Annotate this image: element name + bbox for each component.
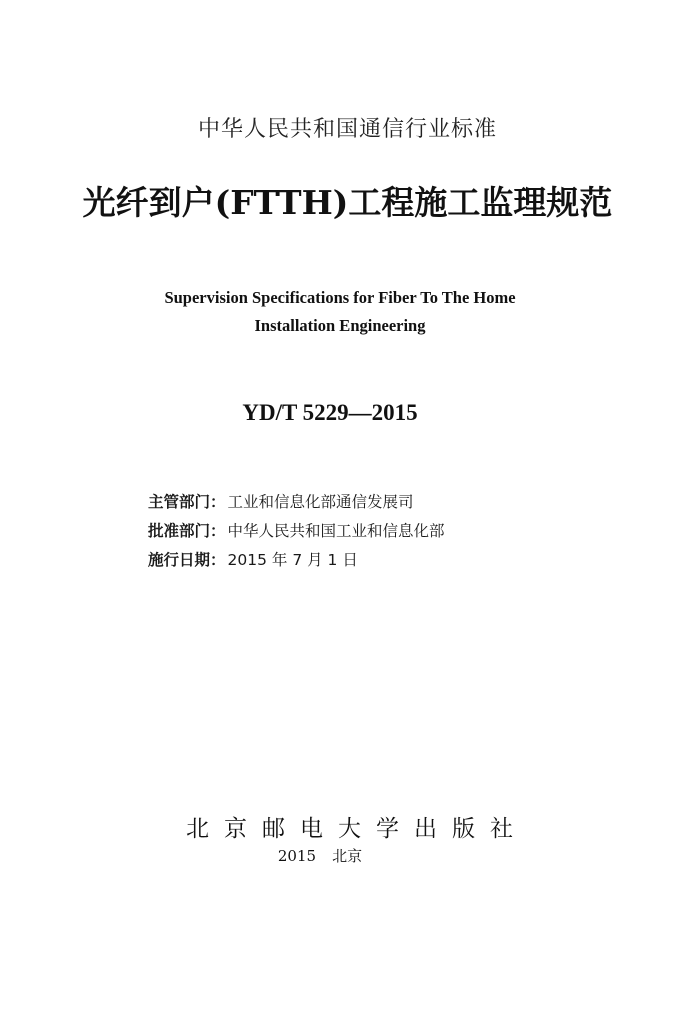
metadata-label: 批准部门： (148, 522, 226, 540)
metadata-value: 工业和信息化部通信发展司 (227, 493, 414, 511)
publication-info (0, 845, 640, 866)
metadata-value: 中华人民共和国工业和信息化部 (227, 522, 445, 540)
metadata-row-approving-department (148, 519, 445, 541)
metadata-row-effective-date (148, 548, 358, 570)
publication-year: 2015 (277, 847, 317, 865)
series-title: 中华人民共和国通信行业标准 (197, 117, 497, 142)
document-title-english-line-2: Installation Engineering (254, 316, 426, 335)
metadata-label: 施行日期： (148, 551, 226, 569)
publication-city: 北京 (332, 847, 363, 865)
metadata-label: 主管部门： (148, 493, 226, 511)
document-title-chinese: 光纤到户(FTTH)工程施工监理规范 (82, 183, 613, 222)
metadata-value: 2015 年 7 月 1 日 (227, 551, 358, 569)
publisher-name: 北京邮电大学出版社 (186, 816, 528, 842)
document-title-english-line-1: Supervision Specifications for Fiber To The Home (164, 288, 516, 307)
metadata-row-competent-department (148, 490, 414, 512)
standard-code: YD/T 5229—2015 (242, 400, 418, 425)
